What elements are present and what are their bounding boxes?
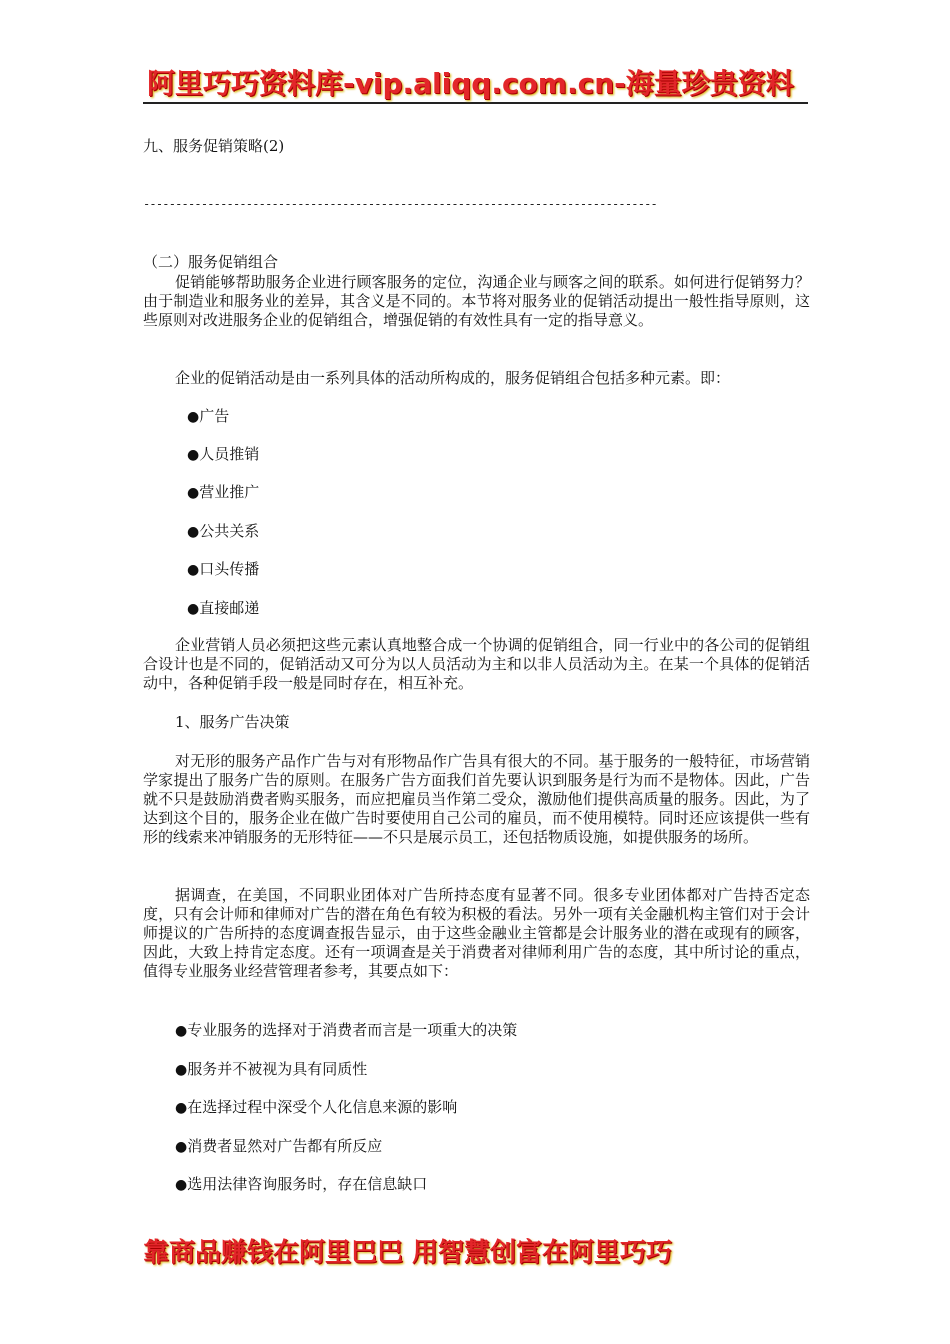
bullet-icon: ●	[175, 1062, 188, 1078]
bullet-icon: ●	[187, 409, 200, 425]
list-item: ●消费者显然对广告都有所反应	[175, 1137, 383, 1155]
bullet-icon: ●	[187, 447, 200, 463]
header-banner-text: 阿里巧巧资料库-vip.aliqq.com.cn-海量珍贵资料	[147, 67, 794, 100]
list-item: ●选用法律咨询服务时，存在信息缺口	[175, 1175, 428, 1193]
section-heading: （二）服务促销组合	[143, 253, 279, 271]
list-item: ●服务并不被视为具有同质性	[175, 1060, 368, 1078]
bullet-icon: ●	[175, 1023, 188, 1039]
list-item: ●人员推销	[187, 445, 260, 463]
paragraph-elements: 企业的促销活动是由一系列具体的活动所构成的，服务促销组合包括多种元素。即：	[175, 369, 731, 387]
list-item: ●专业服务的选择对于消费者而言是一项重大的决策	[175, 1021, 518, 1039]
list-item: ●在选择过程中深受个人化信息来源的影响	[175, 1098, 458, 1116]
list-item: ●广告	[187, 407, 230, 425]
paragraph-survey: 据调查，在美国，不同职业团体对广告所持态度有显著不同。很多专业团体都对广告持否定态度，只有会计师和律师对广告的潜在角色有较为积极的看法。另外一项有关金融机构主管们对于会计师提议的广告所持的态度调查报告显示，由于这些金融业主管都是会计服务业的潜在或现有的顾客，因此，大致上持肯定态度。还有一项调查是关于消费者对律师利用广告的态度，其中所讨论的重点，值得专业服务业经营管理者参考，其要点如下：	[143, 886, 810, 980]
paragraph-intro: 促销能够帮助服务企业进行顾客服务的定位，沟通企业与顾客之间的联系。如何进行促销努力？由于制造业和服务业的差异，其含义是不同的。本节将对服务业的促销活动提出一般性指导原则，这些原则对改进服务企业的促销组合，增强促销的有效性具有一定的指导意义。	[143, 273, 810, 329]
bullet-icon: ●	[175, 1177, 188, 1193]
divider-line: --------------------------------------------------------------------------------	[143, 197, 657, 211]
list-item: ●营业推广	[187, 483, 260, 501]
bullet-icon: ●	[187, 562, 200, 578]
list-item: ●公共关系	[187, 522, 260, 540]
list-item: ●直接邮递	[187, 599, 260, 617]
bullet-icon: ●	[187, 524, 200, 540]
list-item: ●口头传播	[187, 560, 260, 578]
bullet-icon: ●	[175, 1139, 188, 1155]
subheading-advertising: 1、服务广告决策	[175, 713, 290, 731]
bullet-icon: ●	[187, 485, 200, 501]
paragraph-integration: 企业营销人员必须把这些元素认真地整合成一个协调的促销组合，同一行业中的各公司的促销组合设计也是不同的，促销活动又可分为以人员活动为主和以非人员活动为主。在某一个具体的促销活动中，各种促销手段一般是同时存在，相互补充。	[143, 636, 810, 692]
paragraph-advertising: 对无形的服务产品作广告与对有形物品作广告具有很大的不同。基于服务的一般特征，市场营销学家提出了服务广告的原则。在服务广告方面我们首先要认识到服务是行为而不是物体。因此，广告就不只是鼓励消费者购买服务，而应把雇员当作第二受众，激励他们提供高质量的服务。因此，为了达到这个目的，服务企业在做广告时要使用自己公司的雇员，而不使用模特。同时还应该提供一些有形的线索来冲销服务的无形特征——不只是展示员工，还包括物质设施，如提供服务的场所。	[143, 752, 810, 846]
bullet-icon: ●	[175, 1100, 188, 1116]
document-title: 九、服务促销策略(2)	[143, 137, 285, 155]
footer-banner: 靠商品赚钱在阿里巴巴 用智慧创富在阿里巧巧	[143, 1238, 673, 1268]
header-banner	[143, 62, 808, 104]
bullet-icon: ●	[187, 601, 200, 617]
